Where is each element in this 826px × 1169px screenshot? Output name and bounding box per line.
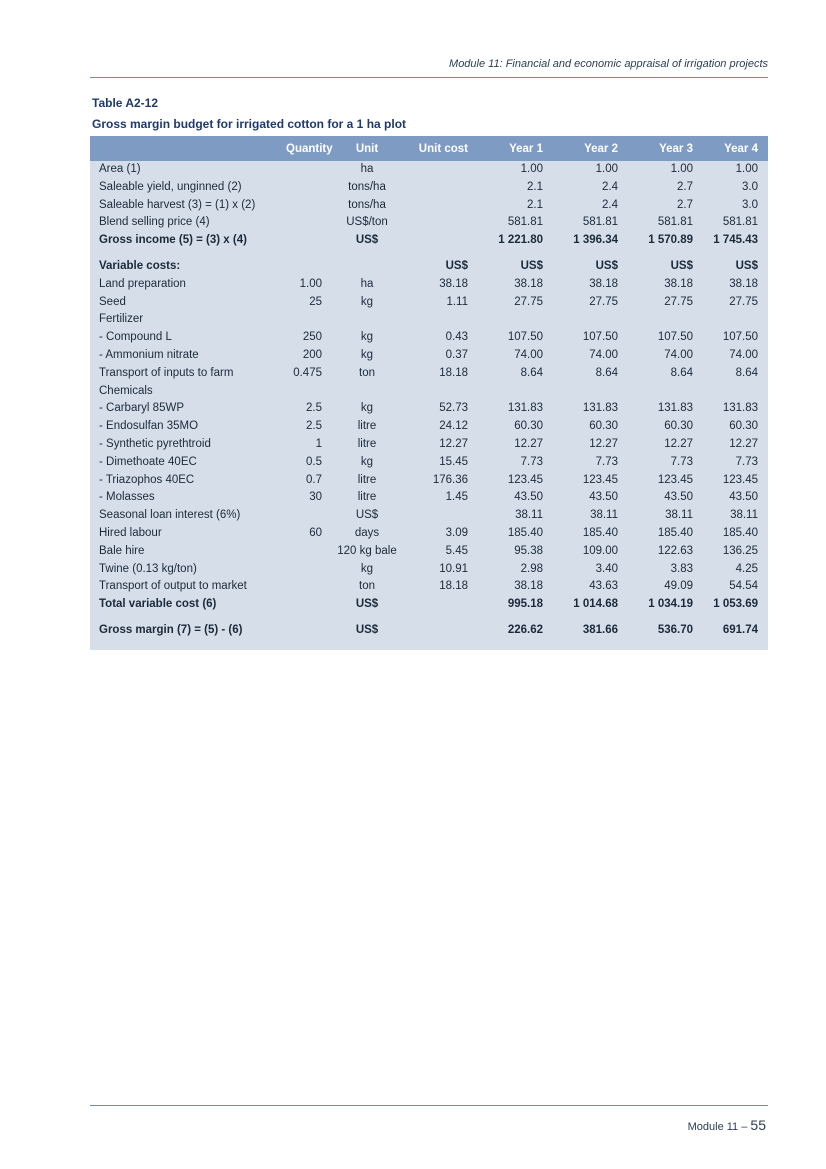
unit-cost-cell — [412, 232, 468, 250]
year-3-cell: 60.30 — [664, 420, 693, 433]
unit-cost-cell: 176.36 — [432, 473, 468, 486]
row-label — [90, 250, 286, 258]
table-row — [90, 258, 768, 276]
year-4-cell: 38.11 — [730, 509, 758, 522]
unit-cell — [322, 383, 412, 401]
year-1-cell: 43.50 — [514, 491, 543, 504]
year-3-cell: 3.83 — [670, 562, 693, 575]
year-2-cell: 1.00 — [595, 163, 618, 175]
unit-cost-cell — [412, 614, 468, 622]
quantity-cell: 0.5 — [306, 455, 322, 468]
unit-cell: ha — [360, 277, 374, 290]
unit-cell: kg — [360, 402, 374, 415]
year-2-cell — [543, 250, 618, 258]
year-1-cell: 185.40 — [507, 526, 543, 539]
year-3-cell: 185.40 — [657, 526, 693, 539]
year-1-cell: 2.98 — [520, 562, 543, 575]
year-2-cell: 74.00 — [589, 348, 618, 361]
year-1-cell — [468, 640, 543, 650]
unit-cost-cell — [412, 250, 468, 258]
year-3-cell: 12.27 — [664, 437, 693, 450]
table-row — [90, 472, 768, 490]
year-3-cell: 581.81 — [657, 216, 693, 229]
unit-cost-cell — [412, 622, 468, 640]
row-label: - Compound L — [99, 331, 172, 344]
row-label: - Synthetic pyrethtroid — [99, 437, 211, 450]
unit-cost-cell: 15.45 — [439, 455, 468, 468]
year-4-cell: 12.27 — [729, 437, 758, 450]
year-2-cell: 38.18 — [589, 277, 618, 290]
year-4-cell: 8.64 — [735, 366, 758, 379]
year-1-cell: 995.18 — [507, 598, 543, 611]
quantity-cell — [286, 197, 322, 215]
year-3-cell: 107.50 — [657, 331, 693, 344]
header-cell-year-4: Year 4 — [724, 142, 758, 155]
year-1-cell: 1 221.80 — [498, 234, 543, 247]
quantity-cell: 25 — [309, 295, 322, 308]
table-header-row — [90, 136, 768, 161]
unit-cost-cell — [412, 507, 468, 525]
year-3-cell — [618, 250, 693, 258]
row-label: - Carbaryl 85WP — [99, 402, 184, 415]
quantity-cell — [286, 179, 322, 197]
year-1-cell: 38.18 — [514, 277, 543, 290]
year-1-cell: 27.75 — [514, 295, 543, 308]
table-row — [90, 543, 768, 561]
year-3-cell: 27.75 — [664, 295, 693, 308]
unit-cell: US$ — [355, 509, 379, 522]
row-label: Bale hire — [99, 544, 145, 557]
year-1-cell: 581.81 — [507, 216, 543, 229]
row-label: - Endosulfan 35MO — [99, 420, 199, 433]
quantity-cell — [286, 311, 322, 329]
header-rule — [90, 77, 768, 78]
quantity-cell: 0.475 — [293, 366, 322, 379]
table-row — [90, 454, 768, 472]
unit-cell — [322, 258, 412, 276]
header-cell-year-2: Year 2 — [584, 142, 618, 155]
unit-cost-cell — [412, 214, 468, 232]
unit-cost-cell: 18.18 — [439, 366, 468, 379]
table-spacer-row — [90, 640, 768, 650]
quantity-cell — [286, 383, 322, 401]
unit-cost-cell: 3.09 — [445, 526, 468, 539]
year-4-cell: 185.40 — [722, 526, 758, 539]
quantity-cell — [286, 214, 322, 232]
row-label: Fertilizer — [99, 313, 144, 326]
header-cell-year-1: Year 1 — [509, 142, 543, 155]
table-row — [90, 294, 768, 312]
year-4-cell: 38.18 — [729, 277, 758, 290]
row-label: Hired labour — [99, 526, 162, 539]
year-2-cell: 3.40 — [595, 562, 618, 575]
running-header: Module 11: Financial and economic appraisal of irrigation projects — [449, 58, 768, 70]
year-1-cell: 8.64 — [520, 366, 543, 379]
year-1-cell: 38.11 — [515, 509, 543, 522]
year-1-cell: 107.50 — [507, 331, 543, 344]
table-row — [90, 489, 768, 507]
year-2-cell: 43.50 — [589, 491, 618, 504]
quantity-cell — [286, 258, 322, 276]
year-2-cell: 38.11 — [590, 509, 618, 522]
year-1-cell: 2.1 — [527, 180, 543, 193]
unit-cell: kg — [360, 331, 374, 344]
unit-cell: tons/ha — [348, 198, 386, 211]
year-2-cell: 12.27 — [589, 437, 618, 450]
year-3-cell: 131.83 — [657, 402, 693, 415]
table-row — [90, 418, 768, 436]
year-4-cell: 691.74 — [722, 623, 758, 636]
table-row — [90, 561, 768, 579]
page-footer — [688, 1117, 766, 1133]
year-4-cell: 54.54 — [729, 580, 758, 593]
unit-cell: tons/ha — [348, 180, 386, 193]
year-4-cell: 123.45 — [722, 473, 758, 486]
year-4-cell: 1 745.43 — [713, 234, 758, 247]
table-row — [90, 525, 768, 543]
year-2-cell: 7.73 — [595, 455, 618, 468]
table-spacer-row — [90, 250, 768, 258]
row-label: - Dimethoate 40EC — [99, 455, 197, 468]
table-row — [90, 311, 768, 329]
year-4-cell — [693, 614, 768, 622]
year-3-cell: 123.45 — [657, 473, 693, 486]
header-cell-unit-cost: Unit cost — [418, 142, 468, 155]
unit-cell: US$ — [355, 234, 379, 247]
row-label: - Triazophos 40EC — [99, 473, 195, 486]
year-3-cell: US$ — [670, 259, 693, 272]
year-4-cell — [693, 250, 768, 258]
unit-cost-cell: 24.12 — [439, 420, 468, 433]
unit-cost-cell: 1.11 — [446, 295, 468, 308]
year-1-cell: 74.00 — [514, 348, 543, 361]
header-cell-quantity: Quantity — [286, 142, 333, 155]
year-3-cell: 43.50 — [664, 491, 693, 504]
unit-cost-cell: 5.45 — [445, 544, 468, 557]
row-label: Total variable cost (6) — [99, 598, 217, 611]
quantity-cell — [286, 640, 322, 650]
row-label — [90, 614, 286, 622]
table-row — [90, 179, 768, 197]
unit-cost-cell — [412, 596, 468, 614]
year-1-cell: 7.73 — [520, 455, 543, 468]
unit-cell: kg — [360, 455, 374, 468]
quantity-cell — [286, 622, 322, 640]
unit-cost-cell: 38.18 — [439, 277, 468, 290]
year-2-cell: 581.81 — [582, 216, 618, 229]
year-1-cell: 226.62 — [507, 623, 543, 636]
quantity-cell: 200 — [302, 348, 322, 361]
year-1-cell: US$ — [520, 259, 543, 272]
year-3-cell: 2.7 — [677, 198, 693, 211]
year-3-cell: 74.00 — [664, 348, 693, 361]
quantity-cell — [286, 596, 322, 614]
year-2-cell — [543, 311, 618, 329]
year-3-cell: 1.00 — [670, 163, 693, 175]
unit-cost-cell — [412, 197, 468, 215]
year-4-cell: 1 053.69 — [713, 598, 758, 611]
unit-cell: ton — [359, 580, 375, 593]
quantity-cell — [286, 507, 322, 525]
table-row — [90, 400, 768, 418]
footer-module-label: Module 11 – — [687, 1121, 751, 1133]
year-4-cell: 131.83 — [722, 402, 758, 415]
row-label: Seasonal loan interest (6%) — [99, 509, 241, 522]
quantity-cell: 0.7 — [306, 473, 322, 486]
year-4-cell: 136.25 — [722, 544, 758, 557]
year-3-cell — [618, 383, 693, 401]
year-1-cell: 38.18 — [514, 580, 543, 593]
unit-cell: US$ — [355, 623, 379, 636]
year-2-cell: 185.40 — [582, 526, 618, 539]
table-row — [90, 383, 768, 401]
unit-cost-cell: 52.73 — [439, 402, 468, 415]
year-2-cell — [543, 614, 618, 622]
table-spacer-row — [90, 614, 768, 622]
year-2-cell: 107.50 — [582, 331, 618, 344]
year-4-cell: 7.73 — [735, 455, 758, 468]
unit-cell: days — [354, 526, 380, 539]
quantity-cell: 250 — [302, 331, 322, 344]
year-2-cell: 123.45 — [582, 473, 618, 486]
year-1-cell: 95.38 — [514, 544, 543, 557]
unit-cell: ha — [360, 163, 374, 175]
unit-cell: litre — [357, 491, 377, 504]
year-1-cell: 131.83 — [507, 402, 543, 415]
year-1-cell: 1.00 — [520, 163, 543, 175]
table-row — [90, 596, 768, 614]
unit-cell — [322, 311, 412, 329]
quantity-cell: 60 — [309, 526, 322, 539]
year-2-cell: 1 396.34 — [573, 234, 618, 247]
year-4-cell: 107.50 — [722, 331, 758, 344]
year-4-cell: 74.00 — [729, 348, 758, 361]
row-label: - Ammonium nitrate — [99, 348, 199, 361]
quantity-cell — [286, 561, 322, 579]
unit-cell: 120 kg bale — [337, 544, 397, 557]
year-3-cell: 8.64 — [670, 366, 693, 379]
year-3-cell: 7.73 — [670, 455, 693, 468]
year-3-cell: 1 034.19 — [648, 598, 693, 611]
unit-cell: US$ — [355, 598, 379, 611]
year-3-cell — [618, 311, 693, 329]
year-3-cell: 38.18 — [664, 277, 693, 290]
year-2-cell: 381.66 — [582, 623, 618, 636]
year-1-cell — [468, 311, 543, 329]
unit-cost-cell — [412, 311, 468, 329]
unit-cell: kg — [360, 348, 374, 361]
year-2-cell: 1 014.68 — [573, 598, 618, 611]
year-2-cell: 27.75 — [589, 295, 618, 308]
row-label — [90, 640, 286, 650]
row-label: Land preparation — [99, 277, 186, 290]
row-label: Saleable yield, unginned (2) — [99, 180, 242, 193]
year-3-cell: 122.63 — [657, 544, 693, 557]
gross-margin-table-container — [90, 136, 768, 650]
row-label: Saleable harvest (3) = (1) x (2) — [99, 198, 256, 211]
row-label: Seed — [99, 295, 126, 308]
row-label: Area (1) — [99, 163, 141, 175]
table-row — [90, 329, 768, 347]
year-3-cell: 1 570.89 — [648, 234, 693, 247]
quantity-cell — [286, 161, 322, 179]
row-label: Gross margin (7) = (5) - (6) — [99, 623, 243, 636]
unit-cell: ton — [359, 366, 375, 379]
table-row — [90, 214, 768, 232]
header-cell-year-3: Year 3 — [659, 142, 693, 155]
table-row — [90, 436, 768, 454]
unit-cost-cell: 12.27 — [439, 437, 468, 450]
unit-cost-cell: 0.37 — [445, 348, 468, 361]
quantity-cell — [286, 543, 322, 561]
quantity-cell — [286, 578, 322, 596]
year-4-cell — [693, 383, 768, 401]
year-4-cell: 43.50 — [729, 491, 758, 504]
header-cell-unit: Unit — [355, 142, 379, 155]
year-2-cell — [543, 383, 618, 401]
table-title: Gross margin budget for irrigated cotton for a 1 ha plot — [92, 117, 407, 131]
unit-cell: kg — [360, 295, 374, 308]
unit-cost-cell — [412, 179, 468, 197]
year-3-cell: 536.70 — [657, 623, 693, 636]
quantity-cell: 30 — [309, 491, 322, 504]
table-number: Table A2-12 — [92, 96, 159, 110]
unit-cost-cell: 18.18 — [439, 580, 468, 593]
year-4-cell: 3.0 — [742, 180, 758, 193]
year-2-cell: US$ — [595, 259, 618, 272]
table-body — [90, 161, 768, 650]
table-row — [90, 365, 768, 383]
unit-cell — [322, 614, 412, 622]
year-4-cell: 60.30 — [729, 420, 758, 433]
table-row — [90, 507, 768, 525]
quantity-cell — [286, 614, 322, 622]
year-1-cell — [468, 614, 543, 622]
year-3-cell: 49.09 — [664, 580, 693, 593]
year-3-cell — [618, 614, 693, 622]
unit-cell — [322, 640, 412, 650]
unit-cell: kg — [360, 562, 374, 575]
year-2-cell: 43.63 — [589, 580, 618, 593]
year-4-cell — [693, 640, 768, 650]
year-4-cell: 3.0 — [742, 198, 758, 211]
unit-cell: litre — [357, 473, 377, 486]
year-1-cell: 2.1 — [527, 198, 543, 211]
quantity-cell — [286, 232, 322, 250]
gross-margin-table — [90, 136, 768, 650]
row-label: - Molasses — [99, 491, 155, 504]
unit-cost-cell: 0.43 — [445, 331, 468, 344]
quantity-cell: 1 — [315, 437, 322, 450]
unit-cost-cell — [412, 640, 468, 650]
year-4-cell: 27.75 — [729, 295, 758, 308]
table-row — [90, 578, 768, 596]
year-1-cell: 60.30 — [514, 420, 543, 433]
footer-rule — [90, 1105, 768, 1106]
quantity-cell — [286, 250, 322, 258]
unit-cell: US$/ton — [346, 216, 388, 229]
row-label: Gross income (5) = (3) x (4) — [99, 234, 247, 247]
year-4-cell: 581.81 — [722, 216, 758, 229]
table-row — [90, 347, 768, 365]
table-row — [90, 276, 768, 294]
year-4-cell: 4.25 — [735, 562, 758, 575]
row-label: Twine (0.13 kg/ton) — [99, 562, 197, 575]
unit-cell: litre — [357, 420, 377, 433]
table-row — [90, 232, 768, 250]
unit-cost-cell — [412, 383, 468, 401]
row-label: Blend selling price (4) — [99, 216, 210, 229]
year-2-cell: 60.30 — [589, 420, 618, 433]
year-2-cell: 8.64 — [595, 366, 618, 379]
quantity-cell: 2.5 — [306, 402, 322, 415]
row-label: Chemicals — [99, 384, 153, 397]
table-row — [90, 161, 768, 179]
unit-cost-cell: 1.45 — [445, 491, 468, 504]
row-label: Variable costs: — [99, 259, 181, 272]
year-1-cell: 12.27 — [514, 437, 543, 450]
year-4-cell: 1.00 — [735, 163, 758, 175]
unit-cost-cell: 10.91 — [439, 562, 468, 575]
table-row — [90, 197, 768, 215]
year-2-cell — [543, 640, 618, 650]
year-3-cell: 2.7 — [677, 180, 693, 193]
year-3-cell: 38.11 — [665, 509, 693, 522]
table-row — [90, 622, 768, 640]
year-2-cell: 109.00 — [582, 544, 618, 557]
year-2-cell: 2.4 — [602, 198, 618, 211]
unit-cost-cell — [412, 161, 468, 179]
quantity-cell: 1.00 — [299, 277, 322, 290]
row-label: Transport of inputs to farm — [99, 366, 234, 379]
page-number: 55 — [750, 1117, 766, 1133]
year-4-cell: US$ — [735, 259, 758, 272]
year-1-cell — [468, 250, 543, 258]
year-1-cell — [468, 383, 543, 401]
year-4-cell — [693, 311, 768, 329]
unit-cell: litre — [357, 437, 377, 450]
unit-cost-cell: US$ — [445, 259, 468, 272]
header-cell-label — [90, 136, 286, 161]
year-3-cell — [618, 640, 693, 650]
quantity-cell: 2.5 — [306, 420, 322, 433]
row-label: Transport of output to market — [99, 580, 247, 593]
year-2-cell: 131.83 — [582, 402, 618, 415]
unit-cell — [322, 250, 412, 258]
year-1-cell: 123.45 — [507, 473, 543, 486]
year-2-cell: 2.4 — [602, 180, 618, 193]
